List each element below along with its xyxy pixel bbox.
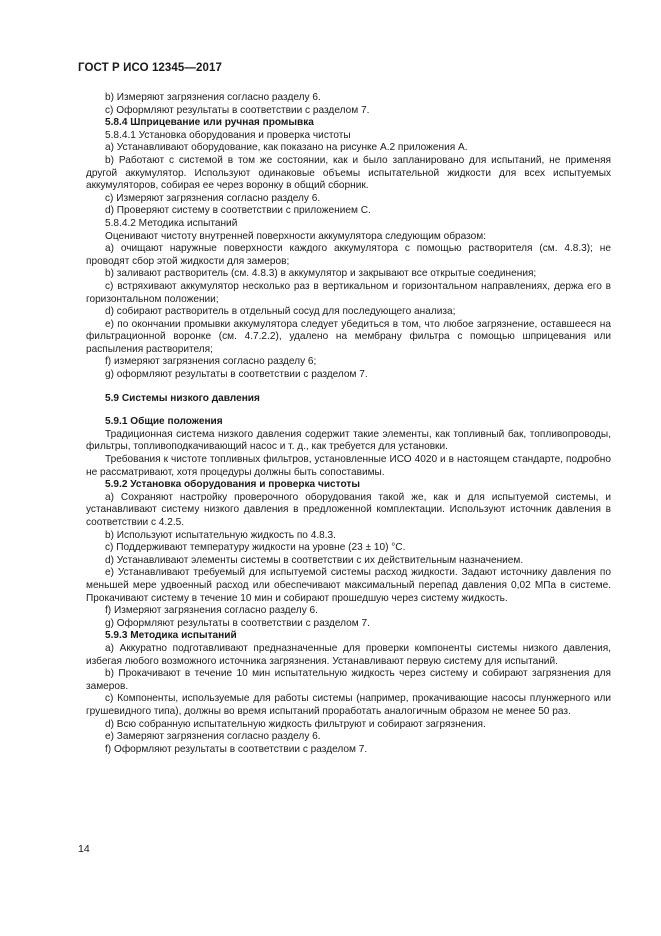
paragraph: d) собирают растворитель в отдельный сосуд для последующего анализа; xyxy=(105,306,456,318)
paragraph: b) заливают растворитель (см. 4.8.3) в аккумулятор и закрывают все открытые соединения; xyxy=(105,268,537,280)
section-heading: 5.9 Системы низкого давления xyxy=(105,392,260,404)
paragraph: e) Замеряют загрязнения согласно разделу 6. xyxy=(105,731,321,743)
paragraph: c) встряхивают аккумулятор несколько раз в вертикальном и горизонтальном направлениях, держа его в горизонтальном положении; xyxy=(86,280,611,305)
section-heading: 5.9.1 Общие положения xyxy=(105,416,223,428)
paragraph: Требования к чистоте топливных фильтров, установленные ИСО 4020 и в настоящем стандарте, подробно не рассматривают, хотя процедуры должны быть сопоставимы. xyxy=(86,454,611,478)
paragraph: Оценивают чистоту внутренней поверхности аккумулятора следующим образом: xyxy=(105,230,487,242)
paragraph: c) Поддерживают температуру жидкости на уровне (23 ± 10) °С. xyxy=(105,542,406,554)
paragraph: 5.8.4.1 Установка оборудования и проверка чистоты xyxy=(105,129,351,141)
paragraph: a) Устанавливают оборудование, как показано на рисунке А.2 приложения А. xyxy=(105,142,468,154)
paragraph: b) Измеряют загрязнения согласно разделу 6. xyxy=(105,92,321,103)
paragraph: b) Используют испытательную жидкость по 4.8.3. xyxy=(105,529,336,541)
paragraph: c) Измеряют загрязнения согласно разделу 6. xyxy=(105,192,321,204)
paragraph: c) Оформляют результаты в соответствии с разделом 7. xyxy=(105,104,370,116)
paragraph: a) Аккуратно подготавливают предназначенные для проверки компоненты системы низкого давления, избегая любого возможного источника загрязнения. Устанавливают первую систему для испытаний. xyxy=(86,642,611,667)
paragraph: d) Устанавливают элементы системы в соответствии с их действительным назначением. xyxy=(105,554,524,566)
paragraph: c) Компоненты, используемые для работы системы (например, прокачивающие насосы плунжерного или грушевидного типа), должны во время испытаний проработать аналогичным образом не менее 50 раз. xyxy=(86,693,611,717)
page-number: 14 xyxy=(78,843,90,855)
paragraph: g) оформляют результаты в соответствии с разделом 7. xyxy=(105,369,368,381)
section-heading: 5.9.2 Установка оборудования и проверка чистоты xyxy=(105,479,360,491)
paragraph: a) очищают наружные поверхности каждого аккумулятора с помощью растворителя (см. 4.8.3); не проводят сбор этой жидкости для замеров; xyxy=(86,243,611,267)
paragraph: f) Оформляют результаты в соответствии с разделом 7. xyxy=(105,743,368,755)
paragraph: a) Сохраняют настройку проверочного оборудования такой же, как и для испытуемой системы, и устанавливают систему низкого давления в предложенной комплектации. Используют источник давления в соответствии с 4.2.5. xyxy=(86,491,611,528)
paragraph: b) Прокачивают в течение 10 мин испытательную жидкость через систему и собирают загрязнения для замеров. xyxy=(86,668,611,692)
paragraph: b) Работают с системой в том же состоянии, как и было запланировано для испытаний, не применяя другой аккумулятор. Используют одинаковые объемы испытательной жидкости для всех испытуемых аккумуляторов, собирая ее через воронку в общий сборник. xyxy=(86,154,611,192)
paragraph: 5.8.4.2 Методика испытаний xyxy=(105,217,238,229)
paragraph: f) Измеряют загрязнения согласно разделу 6. xyxy=(105,605,318,617)
paragraph: d) Проверяют систему в соответствии с приложением С. xyxy=(105,205,371,217)
section-heading: 5.8.4 Шприцевание или ручная промывка xyxy=(105,117,314,129)
paragraph: g) Оформляют результаты в соответствии с разделом 7. xyxy=(105,617,370,629)
paragraph: d) Всю собранную испытательную жидкость фильтруют и собирают загрязнения. xyxy=(105,718,486,730)
paragraph: e) по окончании промывки аккумулятора следует убедиться в том, что любое загрязнение, оставшееся на фильтрационной воронке (см. 4.7.2.2), удалено на мембрану фильтра с помощью шприцевания или распыления растворителя; xyxy=(86,318,611,355)
page-header: ГОСТ Р ИСО 12345—2017 xyxy=(78,62,223,74)
paragraph: e) Устанавливают требуемый для испытуемой системы расход жидкости. Задают источнику давления по меньшей мере удвоенный расход или обеспечивают максимальный перепад давления 0,02 МПа в системе. Прокачивают систему в течение 10 мин и собирают прошедшую через систему жидкость. xyxy=(86,567,611,604)
document-body xyxy=(86,92,611,756)
section-heading: 5.9.3 Методика испытаний xyxy=(105,630,237,642)
paragraph: f) измеряют загрязнения согласно разделу 6; xyxy=(105,356,317,368)
paragraph: Традиционная система низкого давления содержит такие элементы, как топливный бак, топливопроводы, фильтры, топливоподкачивающий насос и т. д., как требуется для установки. xyxy=(86,428,611,453)
